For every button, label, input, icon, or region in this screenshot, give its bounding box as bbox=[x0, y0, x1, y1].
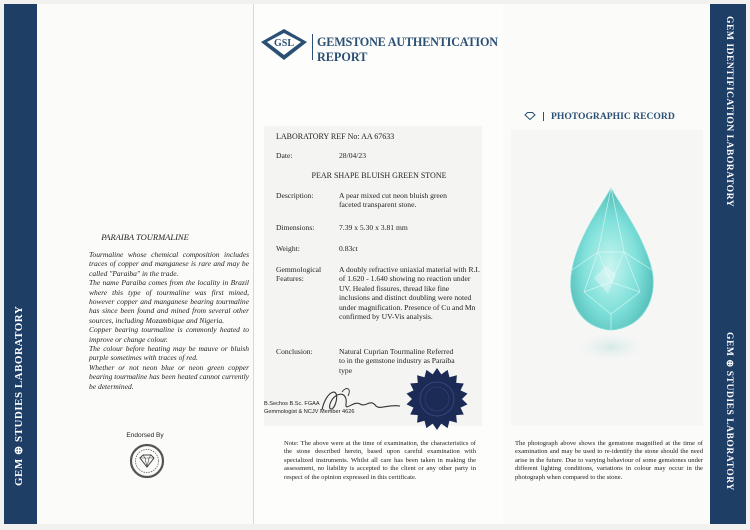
left-spine-text: GEM ⊕ STUDIES LABORATORY bbox=[13, 305, 25, 486]
diamond-seal-icon bbox=[129, 443, 165, 479]
right-spine bbox=[710, 4, 746, 524]
signatory-name: B.Sechos B.Sc. FGAA bbox=[264, 401, 320, 407]
row-dimensions-value: 7.39 x 5.30 x 3.81 mm bbox=[339, 223, 408, 232]
left-spine bbox=[4, 4, 37, 524]
report-title-line1: GEMSTONE AUTHENTICATION bbox=[317, 35, 498, 49]
gem-icon bbox=[524, 112, 536, 120]
row-conclusion-value: Natural Cuprian Tourmaline Referred to in the gemstone industry as Paraiba type bbox=[339, 347, 455, 375]
info-paragraph: Copper bearing tourmaline is commonly heated to improve or change colour. bbox=[89, 325, 249, 344]
info-paragraph: The name Paraiba comes from the locality in Brazil where this type of tourmaline was first mined, however copper and manganese bearing tourmaline has since been found and mined from several other sources, including Mozambique and Nigeria. bbox=[89, 278, 249, 325]
stone-title: PEAR SHAPE BLUISH GREEN STONE bbox=[311, 171, 447, 180]
title-divider bbox=[312, 34, 313, 60]
info-paragraph: Tourmaline whose chemical composition includes traces of copper and manganese is rare and may be called "Paraiba" in the trade. bbox=[89, 250, 249, 278]
info-title: PARAIBA TOURMALINE bbox=[101, 232, 189, 242]
gsl-logo bbox=[259, 28, 309, 62]
logo-text: GSL bbox=[273, 38, 295, 49]
row-description-label: Description: bbox=[276, 191, 314, 200]
right-spine-top-text: GEM IDENTIFICATION LABORATORY bbox=[724, 16, 735, 208]
row-gemmological-value: A doubly refractive uniaxial material with R.I. of 1.620 - 1.640 showing no reaction under UV. Healed fissures, thread like fine inclusions and distinct doubling were noted under magnification. Presence of Cu and Mn confirmed by UV-Vis analysis. bbox=[339, 265, 480, 322]
report-note: Note: The above were at the time of examination, the characteristics of the stone described herein, based upon careful examination with specialized instruments. Whilst all care has been taken in making the assessment, no liability is accepted to the client or any other party in respect of the opinion expressed in this certificate. bbox=[284, 440, 476, 481]
report-panel bbox=[253, 4, 505, 524]
info-paragraph: Whether or not neon blue or neon green copper bearing tourmaline has been heated cannot currently be determined. bbox=[89, 362, 249, 391]
right-spine-bottom-text: GEM ⊕ STUDIES LABORATORY bbox=[724, 332, 735, 491]
row-weight-label: Weight: bbox=[276, 244, 300, 253]
photo-panel bbox=[503, 4, 710, 524]
gemstone-photo bbox=[558, 182, 668, 372]
info-body bbox=[89, 250, 249, 391]
date-value: 28/04/23 bbox=[339, 151, 367, 160]
row-weight-value: 0.83ct bbox=[339, 244, 358, 253]
embossed-seal bbox=[404, 367, 470, 431]
photo-caption: The photograph above shows the gemstone magnified at the time of examination and may be used to re-identify the stone should the need arise in the future. Due to varying behaviour of some gemstones under different lighting conditions, variations in colour may occur in the photograph when compared to the stone. bbox=[515, 440, 703, 481]
date-label: Date: bbox=[276, 151, 293, 160]
row-conclusion-label: Conclusion: bbox=[276, 347, 313, 356]
signatory-title: Gemmologist & NCJV Member 4626 bbox=[264, 409, 355, 415]
lab-ref: LABORATORY REF No: AA 67633 bbox=[276, 132, 395, 141]
row-description-value: A pear mixed cut neon bluish green faceted transparent stone. bbox=[339, 191, 447, 210]
photo-title-row bbox=[524, 107, 675, 125]
endorsed-label: Endorsed By bbox=[126, 432, 164, 439]
row-dimensions-label: Dimensions: bbox=[276, 223, 315, 232]
photo-title: PHOTOGRAPHIC RECORD bbox=[551, 110, 675, 122]
photo-title-divider bbox=[543, 112, 544, 121]
info-paragraph: The colour before heating may be mauve or bluish purple sometimes with traces of red. bbox=[89, 344, 249, 363]
report-title-line2: REPORT bbox=[317, 50, 368, 64]
row-gemmological-label: Gemmological Features: bbox=[276, 265, 322, 284]
info-panel bbox=[37, 4, 253, 524]
